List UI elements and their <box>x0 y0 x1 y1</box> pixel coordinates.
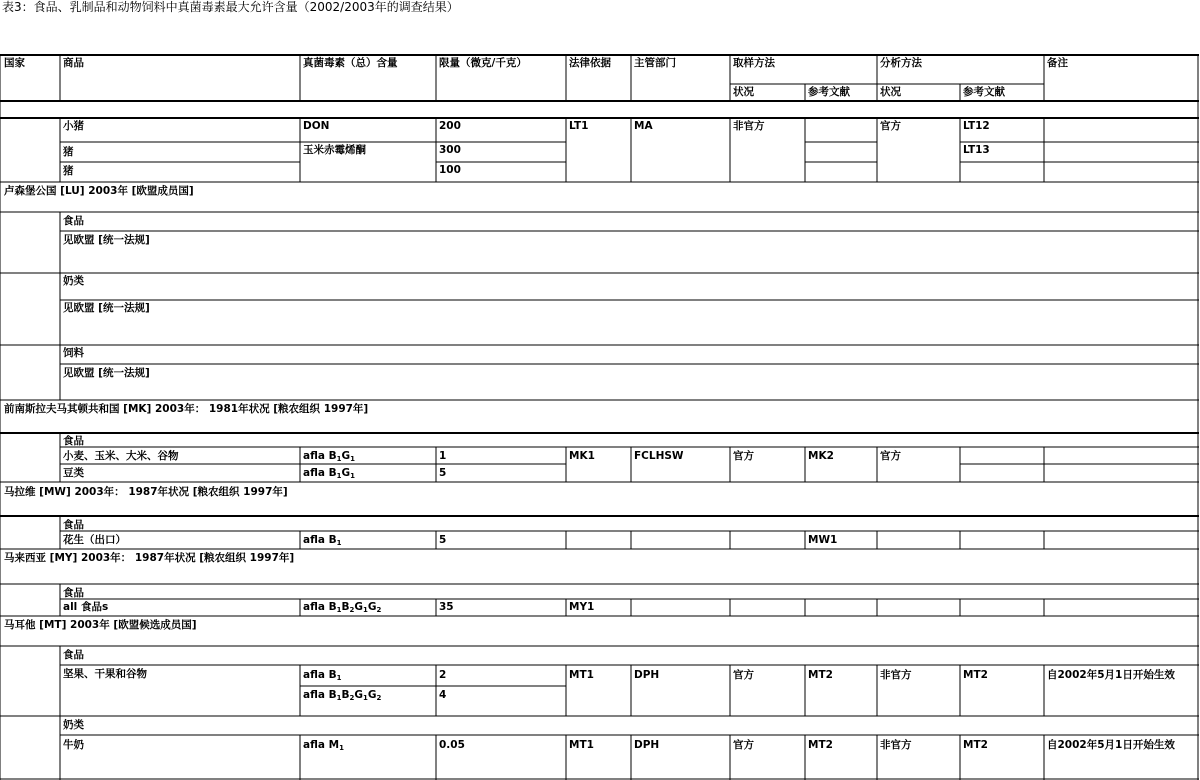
mw-limit: 5 <box>439 534 447 546</box>
mk-limit-2: 5 <box>439 467 447 479</box>
lu-dairy-note: 见欧盟 [统一法规] <box>63 302 150 314</box>
mk-category: 食品 <box>63 435 84 447</box>
mk-authority: FCLHSW <box>634 450 684 462</box>
mt-dairy-sampling-ref: MT2 <box>808 739 833 751</box>
my-limit: 35 <box>439 601 454 613</box>
mt-dairy-limit: 0.05 <box>439 739 465 751</box>
my-commodity: all 食品s <box>63 601 109 613</box>
my-legal: MY1 <box>569 601 595 613</box>
mt-dairy-toxin: afla $M_1$ <box>303 739 344 752</box>
mt-dairy-sampling-status: 官方 <box>733 739 754 751</box>
lt-analysis-ref-1: LT12 <box>963 120 990 132</box>
mk-limit-1: 1 <box>439 450 447 462</box>
lt-commodity-1: 小猪 <box>63 120 84 132</box>
mt-limit-2: 4 <box>439 689 447 701</box>
header-country: 国家 <box>4 57 25 69</box>
header-analysis-status: 状况 <box>880 86 901 98</box>
header-authority: 主管部门 <box>634 57 676 69</box>
mk-sampling-ref: MK2 <box>808 450 834 462</box>
header-analysis-reference: 参考文献 <box>963 86 1005 98</box>
lt-analysis-status: 官方 <box>880 120 901 132</box>
mt-analysis-ref: MT2 <box>963 669 988 681</box>
mk-commodity-1: 小麦、玉米、大米、谷物 <box>63 450 179 462</box>
my-toxin: afla $B_1B_2G_1G_2$ <box>303 601 382 614</box>
mw-commodity: 花生（出口） <box>63 534 126 546</box>
mt-toxin-1: afla $B_1$ <box>303 669 342 682</box>
mk-analysis-status: 官方 <box>880 450 901 462</box>
country-title-my: 马来西亚 [MY] 2003年： 1987年状况 [粮农组织 1997年] <box>4 552 295 564</box>
lu-food-note: 见欧盟 [统一法规] <box>63 234 150 246</box>
country-title-mt: 马耳他 [MT] 2003年 [欧盟候选成员国] <box>4 619 197 631</box>
lt-commodity-2: 猪 <box>63 146 74 158</box>
lt-analysis-ref-2: LT13 <box>963 144 990 156</box>
mw-category: 食品 <box>63 519 84 531</box>
header-remarks: 备注 <box>1047 57 1068 69</box>
header-analysis: 分析方法 <box>880 57 922 69</box>
mk-toxin-2: afla $B_1G_1$ <box>303 467 355 480</box>
lt-toxin-2: 玉米赤霉烯酮 <box>303 144 366 156</box>
mw-toxin: afla $B_1$ <box>303 534 342 547</box>
lt-limit-3: 100 <box>439 164 461 176</box>
header-mycotoxin: 真菌毒素（总）含量 <box>303 57 398 69</box>
mt-sampling-status: 官方 <box>733 669 754 681</box>
mt-sampling-ref: MT2 <box>808 669 833 681</box>
country-title-mk: 前南斯拉夫马其顿共和国 [MK] 2003年： 1981年状况 [粮农组织 1997年] <box>4 403 369 415</box>
mt-dairy-legal: MT1 <box>569 739 594 751</box>
header-sampling-reference: 参考文献 <box>808 86 850 98</box>
mk-legal: MK1 <box>569 450 595 462</box>
mk-sampling-status: 官方 <box>733 450 754 462</box>
mt-legal: MT1 <box>569 669 594 681</box>
mt-dairy-authority: DPH <box>634 739 660 751</box>
mt-dairy-analysis-status: 非官方 <box>880 739 912 751</box>
mt-limit-1: 2 <box>439 669 447 681</box>
mt-toxin-2: afla $B_1B_2G_1G_2$ <box>303 689 382 702</box>
mt-dairy-commodity: 牛奶 <box>63 739 84 751</box>
mt-dairy-category: 奶类 <box>63 719 84 731</box>
header-sampling-status: 状况 <box>733 86 754 98</box>
mt-authority: DPH <box>634 669 660 681</box>
lt-limit-2: 300 <box>439 144 461 156</box>
header-commodity: 商品 <box>63 57 84 69</box>
mt-analysis-status: 非官方 <box>880 669 912 681</box>
my-category: 食品 <box>63 587 84 599</box>
mt-food-commodity: 坚果、干果和谷物 <box>63 668 147 680</box>
lt-commodity-3: 猪 <box>63 165 74 177</box>
country-title-lu: 卢森堡公国 [LU] 2003年 [欧盟成员国] <box>4 185 194 197</box>
lu-dairy-category: 奶类 <box>63 275 84 287</box>
lu-food-category: 食品 <box>63 215 84 227</box>
lt-authority: MA <box>634 120 653 132</box>
country-title-mw: 马拉维 [MW] 2003年： 1987年状况 [粮农组织 1997年] <box>4 486 288 498</box>
mk-toxin-1: afla $B_1G_1$ <box>303 450 355 463</box>
lt-limit-1: 200 <box>439 120 461 132</box>
mt-dairy-remark: 自2002年5月1日开始生效 <box>1047 739 1175 751</box>
lu-feed-category: 饲料 <box>63 347 84 359</box>
mt-food-category: 食品 <box>63 649 84 661</box>
mt-dairy-analysis-ref: MT2 <box>963 739 988 751</box>
mt-remark: 自2002年5月1日开始生效 <box>1047 669 1175 681</box>
mw-sampling-ref: MW1 <box>808 534 838 546</box>
lt-sampling-status: 非官方 <box>733 120 765 132</box>
mk-commodity-2: 豆类 <box>63 467 84 479</box>
lu-feed-note: 见欧盟 [统一法规] <box>63 367 150 379</box>
header-sampling: 取样方法 <box>733 57 775 69</box>
lt-toxin-1: DON <box>303 120 330 132</box>
header-legal-basis: 法律依据 <box>569 57 611 69</box>
lt-legal: LT1 <box>569 120 589 132</box>
table-caption: 表3：食品、乳制品和动物饲料中真菌毒素最大允许含量（2002/2003年的调查结果） <box>2 0 459 14</box>
header-limit: 限量（微克/千克） <box>439 57 527 69</box>
